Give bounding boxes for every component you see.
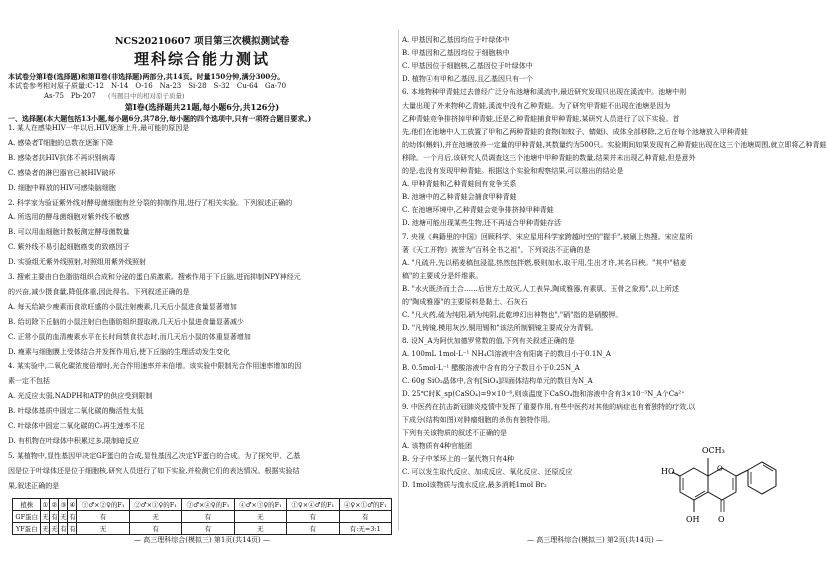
exam-structure: 本试卷分第Ⅰ卷(选择题)和第Ⅱ卷(非选择题)两部分,共14页。时量150分钟,满分300分。 — [8, 72, 285, 81]
question-line: C. 在池塘环境中,乙种青蛙会竞争排挤掉甲种青蛙 — [402, 206, 554, 215]
question-line: A. 100mL 1mol·L⁻¹ NH₄Cl溶液中含有阳离子的数目小于0.1N_A — [402, 350, 611, 359]
table-header-cell: ①♀×④♂的F₁ — [287, 499, 339, 511]
question-line: A. 每天给缺少瘦素而食欲旺盛的小鼠注射瘦素,几天后小鼠进食量显著增加 — [8, 302, 237, 311]
question-line: 先,他们在池塘中人工放置了甲和乙两种青蛙的食物(如蚊子、蜻蜓)、成体全部移除,之后在每个池塘放入甲种青蛙 — [402, 127, 748, 136]
question-line: 1. 某人在感染HIV一年以后,HIV逐渐上升,最可能的原因是 — [8, 124, 190, 132]
atomic-masses-note: (当题目中的相对原子质量) — [108, 92, 185, 100]
question-line: 3. 搜索主要由白色脂肪组织合成和分泌的蛋白质激素。搜索作用于下丘脑,进而抑制NPY神经元 — [8, 273, 301, 281]
footer-left: — 高三理科综合(模拟三) 第1页(共14页) — — [134, 536, 270, 544]
table-cell: 有 — [129, 523, 181, 535]
question-line: D. 池塘可能出现某些生物,还不再适合甲种青蛙存活 — [402, 219, 562, 228]
table-cell: 无 — [59, 511, 68, 523]
label-o-carbonyl: O — [718, 515, 725, 524]
table-cell: 无 — [234, 523, 286, 535]
table-cell: 有 — [77, 511, 129, 523]
table-header-cell: 植株 — [13, 499, 41, 511]
atomic-masses-2: As-75 Pb-207 — [44, 92, 96, 100]
table-cell: 无 — [41, 511, 50, 523]
table-header-cell: ② — [51, 500, 58, 509]
page-divider — [398, 30, 399, 530]
question-line: 的兴奋,减少摄食量,降低体重,因此得名。下列叙述正确的是 — [8, 287, 190, 296]
question-line: 4. 某实验中,二氧化碳浓度倍增时,光合作用速率并未倍增。该实验中限制光合作用速率增加的因 — [8, 362, 302, 371]
question-line: A. 甲种青蛙和乙种青蛙间有竞争关系 — [402, 180, 517, 189]
question-line: B. 感染者抗HIV抗体不再识别病毒 — [8, 153, 116, 162]
table-cell: 有 — [339, 511, 392, 523]
question-line: C. 感染者的淋巴器官已被HIV破坏 — [8, 168, 116, 177]
table-cell: 有 — [68, 511, 77, 523]
gene-table — [12, 498, 392, 535]
question-line: 的"陶成雅器"的主要原料是黏土、石灰石 — [402, 298, 528, 306]
question-line: D. 瘦素与细胞膜上受体结合并发挥作用后,使下丘脑的生理活动发生变化 — [8, 347, 231, 356]
question-line: C. 可以发生取代反应、加成反应、氧化反应、还原反应 — [402, 468, 573, 477]
exam-code: NCS20210607 项目第三次模拟测试卷 — [114, 36, 290, 47]
table-header-cell: ③♂×④♀的F₁ — [182, 499, 234, 511]
table-cell: 有 — [287, 523, 339, 535]
question-line: C. 甲基因位于细胞核,乙基因位于叶绿体中 — [402, 62, 533, 71]
label-oh: OH — [686, 515, 700, 524]
question-line: 大量出现了外来物种乙青蛙,溪流中没有乙种青蛙。为了研究甲青蛙不出现在池塘是因为 — [402, 101, 671, 110]
question-line: 2. 科学家为验证紫外线对酵母菌细胞有丝分裂的抑制作用,进行了相关实验。下列叙述正确的 — [8, 198, 293, 207]
question-line: 的是,也没有发现甲种青蛙。根据这个实验和观察结果,可以推出的结论是 — [402, 167, 624, 175]
table-cell: 无 — [77, 523, 129, 535]
question-line: 移除。一个月后,该研究人员调查这三个池塘中甲种青蛙的数量,结果并未出现乙种青蛙,但是意外 — [402, 153, 696, 162]
question-line: C. 60g SiO₂晶体中,含有[SiO₄]四面体结构单元的数目为N_A — [402, 376, 593, 385]
table-cell: 有 — [50, 511, 59, 523]
section1-heading: 一、选择题(本大题包括13小题,每小题6分,共78分,每小题的四个选项中,只有一项符合题目要求。) — [8, 114, 312, 123]
flavone-structure — [661, 440, 788, 532]
table-cell: 无 — [129, 511, 181, 523]
question-line: D. "凡铸镜,模用灰沙,铜用锡和"该法所制铜镜主要成分为青铜。 — [402, 324, 598, 333]
question-line: 9. 中医药在抗击新冠肺炎疫情中发挥了重要作用,有些中医药对其他的病症也有着独特的疗效,以 — [402, 402, 696, 411]
table-header-cell: ④♂×③♀的F₁ — [234, 499, 286, 511]
question-line: 稿"的主要成分是纤维素。 — [402, 271, 483, 280]
question-line: C. 叶绿体中固定二氧化碳的C₅再生速率不足 — [8, 422, 145, 430]
question-line: 7. 央视《典籍里的中国》回顾科学、宋应星用科学家跨越时空的"握手",被刷上热搜。宋应星所 — [402, 232, 693, 241]
table-cell: 有 — [182, 511, 234, 523]
table-cell: 无 — [50, 523, 59, 535]
question-line: A. 该物质有4种官能团 — [402, 442, 472, 451]
table-cell: 有 — [287, 511, 339, 523]
table-cell: 无 — [41, 523, 50, 535]
question-line: A. 感染者T细胞的总数在逐渐下降 — [8, 138, 114, 147]
table-header-cell: ④ — [69, 500, 76, 509]
table-header-cell: ① — [42, 500, 49, 509]
question-line: 素一定不包括 — [8, 377, 50, 386]
label-och3: OCH₃ — [702, 446, 725, 455]
question-line: D. 实验组无紫外线照射,对照组用紫外线照射 — [8, 258, 147, 267]
table-header-cell: ③ — [60, 500, 67, 509]
question-line: 下成分(结构如图)对肿瘤细胞的杀伤有独特作用。 — [402, 415, 555, 424]
question-line: C. 紫外线不易引起细胞癌变的致癌因子 — [8, 243, 130, 252]
table-cell: 有:无=3:1 — [339, 523, 392, 535]
table-header-cell: ①♂×②♀的F₁ — [77, 499, 129, 511]
label-ho: HO — [661, 467, 675, 476]
label-o-ring: O — [717, 465, 723, 473]
question-line: 的幼体(蝌蚪),并在池塘放养一定量的甲种青蛙,其数量约为500只。实验期间如果发现有乙种青蛙出现在这三个池塘周围,就立即将乙种青蛙 — [402, 140, 827, 149]
table-cell: 有 — [182, 523, 234, 535]
table-cell: 有 — [59, 523, 68, 535]
question-line: B. 可以用血细胞计数板测定酵母菌数量 — [8, 228, 130, 237]
question-line: C. "凡火药,硫为纯阳,硝为纯阴,此乾坤幻出神物也","硝"指的是硝酸钾。 — [402, 311, 623, 320]
table-cell: 有 — [68, 523, 77, 535]
exam-title: 理科综合能力测试 — [133, 50, 270, 68]
table-header-cell: ②♂×①♀的F₁ — [129, 499, 181, 511]
question-line: D. 细胞中释放的HIV可感染脑细胞 — [8, 183, 116, 192]
question-line: 8. 设N_A为阿伏加德罗常数的值,下列有关叙述正确的是 — [402, 337, 575, 346]
part1-heading: 第Ⅰ卷(选择题共21题,每小题6分,共126分) — [124, 102, 280, 112]
question-line: A. 光反应太弱,NADPH和ATP的供应受到限制 — [8, 392, 153, 401]
question-line: A. 甲基因和乙基因均位于叶绿体中 — [402, 36, 510, 44]
question-line: D. 1mol该物质与溴水反应,最多消耗1mol Br₂ — [402, 481, 547, 490]
question-line: B. 0.5mol·L⁻¹ 醋酸溶液中含有的分子数目小于0.25N_A — [402, 363, 580, 372]
question-line: 乙种青蛙竞争排挤掉甲种青蛙,还是乙种青蛙捕食甲种青蛙,某研究人员进行了以下实验。首 — [402, 114, 680, 123]
question-line: B. 池塘中的乙种青蛙会捕食甲种青蛙 — [402, 193, 517, 202]
question-line: A. 所选用的酵母菌细胞对紫外线不敏感 — [8, 213, 130, 222]
table-row — [13, 523, 392, 535]
question-line: D. 植物④有甲和乙基因,且乙基因只有一个 — [402, 75, 534, 84]
footer-right: — 高三理科综合(模拟三) 第2页(共14页) — — [527, 536, 663, 544]
atomic-masses-1: 本试卷参考相对原子质量:C-12 N-14 O-16 Na-23 Si-28 S-32 Cu-64 Ga-70 — [8, 82, 287, 90]
question-line: B. 叶绿体基质中固定二氧化碳的酶活性太低 — [8, 407, 144, 416]
question-line: 著《天工开物》被誉为"百科全书之祖"。下列说法不正确的是 — [402, 245, 591, 254]
question-line: B. "水火既济而土合……后世方土故灭,人工表异,陶成雅器,有素肌、玉骨之象焉",以上所述 — [402, 284, 679, 293]
question-line: D. 25℃时K_sp(CaSO₄)=9×10⁻⁶,则该温度下CaSO₄饱和溶液中含有3×10⁻³N_A个Ca²⁺ — [402, 389, 685, 398]
table-cell: GF蛋白 — [13, 511, 41, 523]
table-cell: 无 — [234, 511, 286, 523]
question-line: B. 甲基因和乙基因均位于细胞核中 — [402, 49, 510, 58]
table-row — [13, 511, 392, 523]
table-cell: YF蛋白 — [13, 523, 41, 535]
question-line: 因是位于叶绿体还是位于细胞核,研究人员进行了如下实验,并检测它们的表达情况。根据实验结 — [8, 466, 300, 475]
question-line: 6. 本地物种甲青蛙过去曾经广泛分布池塘和溪流中,最近研究发现只出现在溪流中。池塘中则 — [402, 88, 687, 97]
question-line: C. 正常小鼠的血清瘦素水平在长时间禁食状态时,而几天后小鼠的体重显著增加 — [8, 332, 251, 341]
question-line: 5. 某植物中,显性基因甲决定GF蛋白的合成,显性基因乙决定YF蛋白的合成。为了探究甲、乙基 — [8, 451, 301, 460]
question-line: B. 给切除下丘脑的小鼠注射白色脂肪组织提取液,几天后小鼠进食量显著减少 — [8, 317, 244, 326]
question-line: 下列有关该物质的叙述不正确的是 — [402, 429, 507, 437]
table-header-cell: ④♀×①♂的F₁ — [339, 499, 392, 511]
question-line: B. 分子中苯环上的一氯代物只有4种 — [402, 455, 515, 464]
question-line: A. "凡硫升,先以稻麦稿包浸湿,热然包拌燃,极则加水,取干用,生出才许,其名曰秧。"其中"秸麦 — [402, 258, 687, 267]
question-line: D. 有机物在叶绿体中积累过多,限制暗反应 — [8, 436, 140, 445]
question-line: 果,叙述正确的是 — [8, 481, 60, 490]
